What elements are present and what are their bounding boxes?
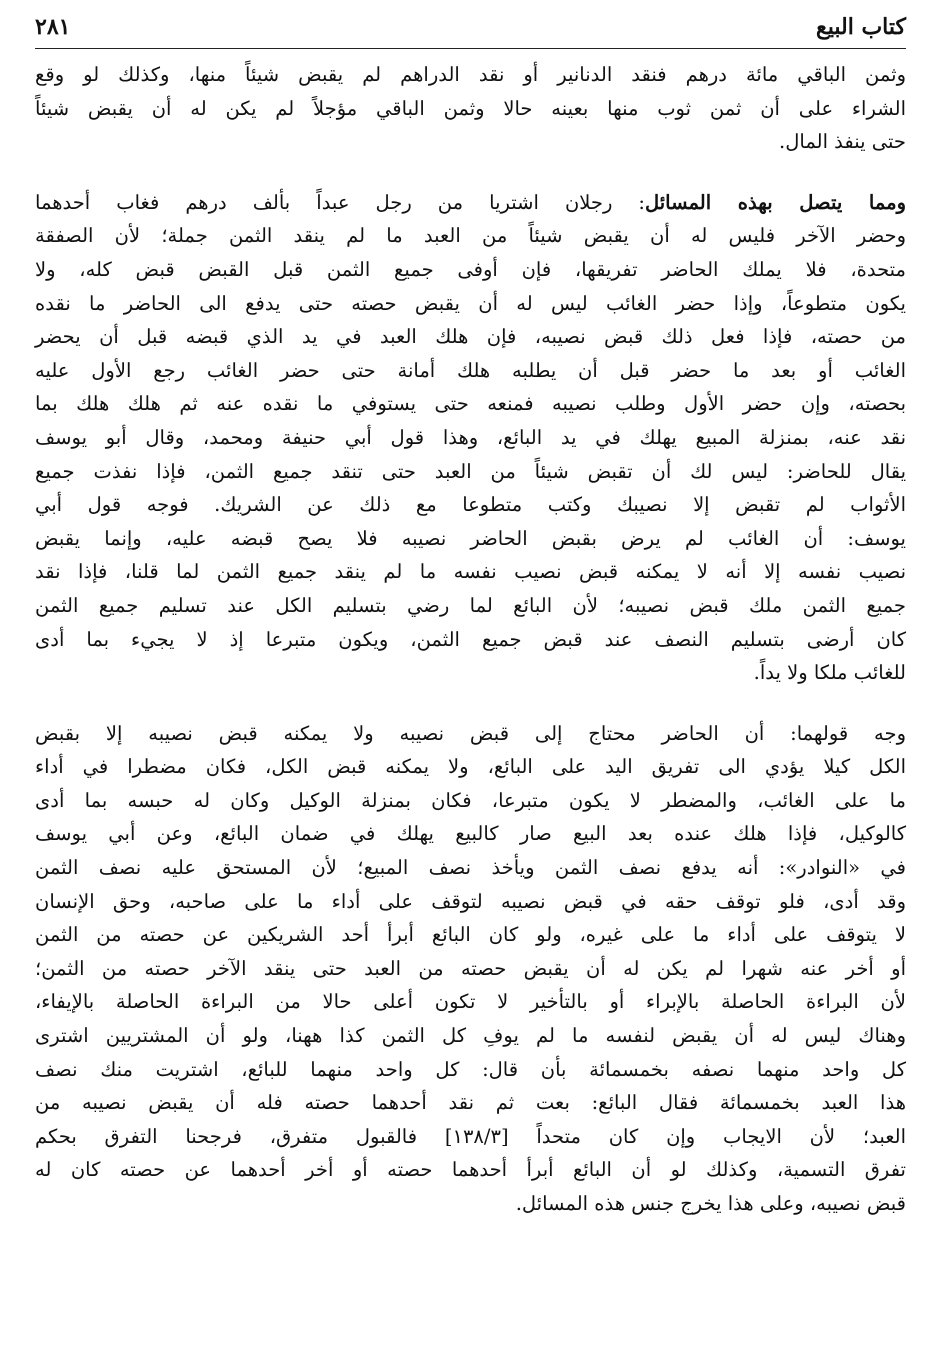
section-lead: ومما يتصل بهذه المسائل bbox=[644, 190, 906, 214]
text-line: لا يتوقف على أداء ما على غيره، ولو كان البائع أبرأ أحد الشريكين عن حصته من الثمن bbox=[35, 923, 906, 947]
text-line: كالوكيل، فإذا هلك عنده بعد البيع صار كالبيع يهلك في ضمان البائع، وعن أبي يوسف bbox=[35, 822, 906, 846]
text-line: من حصته، فإذا فعل ذلك قبض نصيبه، فإن هلك العبد في يد الذي قبضه قبل أن يحضر bbox=[35, 325, 906, 349]
text-line: تفرق التسمية، وكذلك لو أن البائع أبرأ أحدهما حصته أو أخر أحدهما عن حصته كان له bbox=[35, 1158, 906, 1182]
text-line: يقال للحاضر: ليس لك أن تقبض شيئاً من العبد حتى تنقد جميع الثمن، فإذا نفذت جميع bbox=[35, 459, 906, 483]
text-line: وحضر الآخر فليس له أن يقبض شيئاً من العبد ما لم ينقد الثمن جملة؛ لأن الصفقة bbox=[35, 224, 906, 248]
text-line: الأثواب لم تقبض إلا نصيبك وكتب متطوعا مع ذلك عن الشريك. فوجه قول أبي bbox=[35, 493, 906, 517]
text-line: نصيب نفسه إلا أنه لا يمكنه قبض نصيب نفسه ما لم ينقد جميع الثمن لما قلنا، فإذا نقد bbox=[35, 560, 906, 584]
paragraph bbox=[35, 717, 906, 1221]
text-line: متحدة، فلا يملك الحاضر تفريقها، فإن أوفى جميع الثمن قبل القبض قبض كله، ولا bbox=[35, 257, 906, 281]
text-line: للغائب ملكا ولا يداً. bbox=[753, 661, 906, 685]
text-line: قبض نصيبه، وعلى هذا يخرج جنس هذه المسائل. bbox=[515, 1192, 906, 1215]
text-line: حتى ينفذ المال. bbox=[779, 130, 906, 154]
text-line: هذا العبد بخمسمائة فقال البائع: بعت ثم نقد أحدهما حصته فله أن يقبض نصيبه من bbox=[35, 1091, 906, 1115]
text-line: العبد؛ لأن الايجاب وإن كان متحداً [١٣٨/٣] فالقبول متفرق، فرجحنا التفرق بحكم bbox=[35, 1124, 906, 1148]
text-line bbox=[35, 186, 906, 220]
paragraph bbox=[35, 58, 906, 159]
text-line: كان أرضى بتسليم النصف عند قبض جميع الثمن، ويكون متبرعا إذ لا يجيء بما أدى bbox=[35, 627, 906, 651]
text-line: لأن البراءة الحاصلة بالإبراء أو بالتأخير لا تكون أعلى حالا من البراءة الحاصلة بالإيفاء، bbox=[35, 990, 906, 1014]
paragraph bbox=[35, 186, 906, 690]
running-header bbox=[35, 8, 906, 49]
text-line: أو أخر عنه شهرا لم يكن له أن يقبض حصته من العبد حتى ينقد الآخر حصته من الثمن؛ bbox=[35, 956, 906, 980]
text-line: الشراء على أن ثمن ثوب منها بعينه حالا وثمن الباقي مؤجلاً لم يكن له أن يقبض شيئاً bbox=[35, 96, 906, 120]
text-line: وجه قولهما: أن الحاضر محتاج إلى قبض نصيبه ولا يمكنه قبض نصيبه إلا بقبض bbox=[35, 721, 906, 745]
lead-rest: : رجلان اشتريا من رجل عبداً بألف درهم فغاب أحدهما bbox=[35, 190, 645, 214]
text-line: يكون متطوعاً، وإذا حضر الغائب ليس له أن يقبض حصته حتى يدفع الى الحاضر ما نقده bbox=[35, 291, 906, 315]
text-line: كل واحد منهما نصفه بخمسمائة بأن قال: كل واحد منهما للبائع، اشتريت منك نصف bbox=[35, 1057, 906, 1081]
text-line: يوسف: أن الغائب لم يرض بقبض الحاضر نصيبه فلا يصح قبضه عليه، وإنما يقبض bbox=[35, 526, 906, 550]
text-line: نقد عنه، بمنزلة المبيع يهلك في يد البائع، وهذا قول أبي حنيفة ومحمد، وقال أبو يوسف bbox=[35, 425, 906, 449]
text-line: ما على الغائب، والمضطر لا يكون متبرعا، فكان بمنزلة الوكيل وكان له حبسه بما أدى bbox=[35, 788, 907, 812]
text-line: الغائب أو بعد ما حضر قبل أن يطلبه هلك أمانة حتى حضر الغائب رجع الأول عليه bbox=[35, 358, 906, 382]
chapter-title: كتاب البيع bbox=[816, 14, 906, 40]
text-line: بحصته، وإن حضر الأول وطلب نصيبه فمنعه حتى يستوفي ما نقده عنه ثم هلك هلك بما bbox=[35, 392, 906, 416]
text-line: وثمن الباقي مائة درهم فنقد الدنانير أو نقد الدراهم لم يقبض شيئاً منها، وكذلك لو وقع bbox=[35, 63, 906, 86]
page-number: ٢٨١ bbox=[35, 14, 71, 40]
text-line: جميع الثمن ملك قبض نصيبه؛ لأن البائع لما رضي بتسليم الكل عند تسليم جميع الثمن bbox=[35, 593, 906, 617]
text-line: وقد أدى، فلو توقف حقه في قبض نصيبه لتوقف على أداء ما على صاحبه، وحق الإنسان bbox=[35, 889, 906, 913]
page-body bbox=[35, 58, 906, 1248]
text-line: وهناك ليس له أن يقبض لنفسه ما لم يوفِ كل الثمن كذا ههنا، ولو أن المشتريين اشترى bbox=[35, 1024, 906, 1048]
text-line: الكل كيلا يؤدي الى تفريق اليد على البائع، ولا يمكنه قبض الكل، فكان مضطرا في أداء bbox=[35, 755, 906, 779]
text-line: في «النوادر»: أنه يدفع نصف الثمن ويأخذ نصف المبيع؛ لأن المستحق عليه نصف الثمن bbox=[35, 856, 906, 880]
